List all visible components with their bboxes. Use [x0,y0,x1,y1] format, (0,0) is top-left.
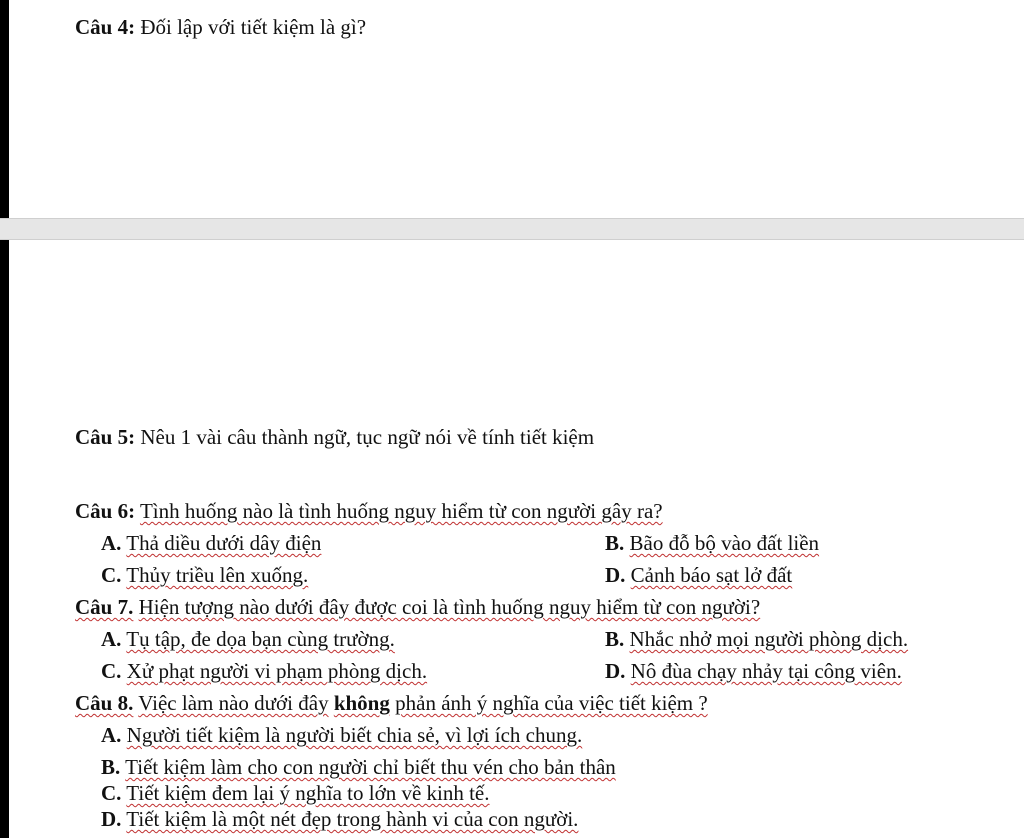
question-4-label: Câu 4: [75,15,136,39]
question-6 [75,498,663,524]
option-text: Tụ tập, đe dọa bạn cùng trường. [126,627,395,651]
option-label: D. [605,563,626,587]
option-label: B. [605,627,625,651]
option-text: Tiết kiệm là một nét đẹp trong hành vi của con người. [126,807,579,831]
option-text: Tiết kiệm đem lại ý nghĩa to lớn về kinh tế. [126,781,490,805]
option-text: Nhắc nhở mọi người phòng dịch. [629,627,909,651]
left-edge-bar [0,0,9,838]
option-text: Thả diều dưới dây điện [126,531,322,555]
question-6-option-b [605,530,819,556]
option-label: A. [101,531,122,555]
question-4-text: Đối lập với tiết kiệm là gì? [140,15,367,39]
question-8-text-bold: không [333,691,390,715]
question-6-text: Tình huống nào là tình huống nguy hiểm từ con người gây ra? [139,499,663,523]
option-label: D. [605,659,626,683]
question-7-option-c [101,658,427,684]
question-6-option-d [605,562,792,588]
question-7-option-d [605,658,902,684]
question-8-text-before: Việc làm nào dưới đây [138,691,329,715]
question-8-option-d [101,806,578,832]
question-6-option-a [101,530,321,556]
option-text: Cảnh báo sạt lở đất [630,563,793,587]
question-4 [75,14,366,40]
question-7-label: Câu 7. [75,595,134,619]
question-8-option-a [101,722,582,748]
option-label: B. [605,531,625,555]
question-7-option-a [101,626,395,652]
question-5-label: Câu 5: [75,425,136,449]
option-label: C. [101,659,122,683]
option-text: Người tiết kiệm là người biết chia sẻ, vì lợi ích chung. [126,723,583,747]
question-7-text: Hiện tượng nào dưới đây được coi là tình huống nguy hiểm từ con người? [138,595,761,619]
question-6-option-c [101,562,308,588]
option-text: Xử phạt người vi phạm phòng dịch. [126,659,428,683]
option-label: D. [101,807,122,831]
option-label: B. [101,755,121,779]
option-text: Nô đùa chạy nhảy tại công viên. [630,659,902,683]
option-text: Thủy triều lên xuống. [126,563,309,587]
question-8-text-after: phản ánh ý nghĩa của việc tiết kiệm ? [395,691,708,715]
question-5-text: Nêu 1 vài câu thành ngữ, tục ngữ nói về tính tiết kiệm [140,425,595,449]
option-label: C. [101,781,122,805]
option-label: C. [101,563,122,587]
question-8-option-c [101,780,490,806]
option-label: A. [101,723,122,747]
question-7 [75,594,760,620]
question-5 [75,424,594,450]
option-text: Tiết kiệm làm cho con người chỉ biết thu vén cho bản thân [125,755,616,779]
option-label: A. [101,627,122,651]
question-8-label: Câu 8. [75,691,134,715]
question-8-option-b [101,754,616,780]
question-8 [75,690,708,716]
question-6-label: Câu 6: [75,499,136,523]
page-separator [0,218,1024,240]
question-7-option-b [605,626,908,652]
option-text: Bão đỗ bộ vào đất liền [629,531,820,555]
